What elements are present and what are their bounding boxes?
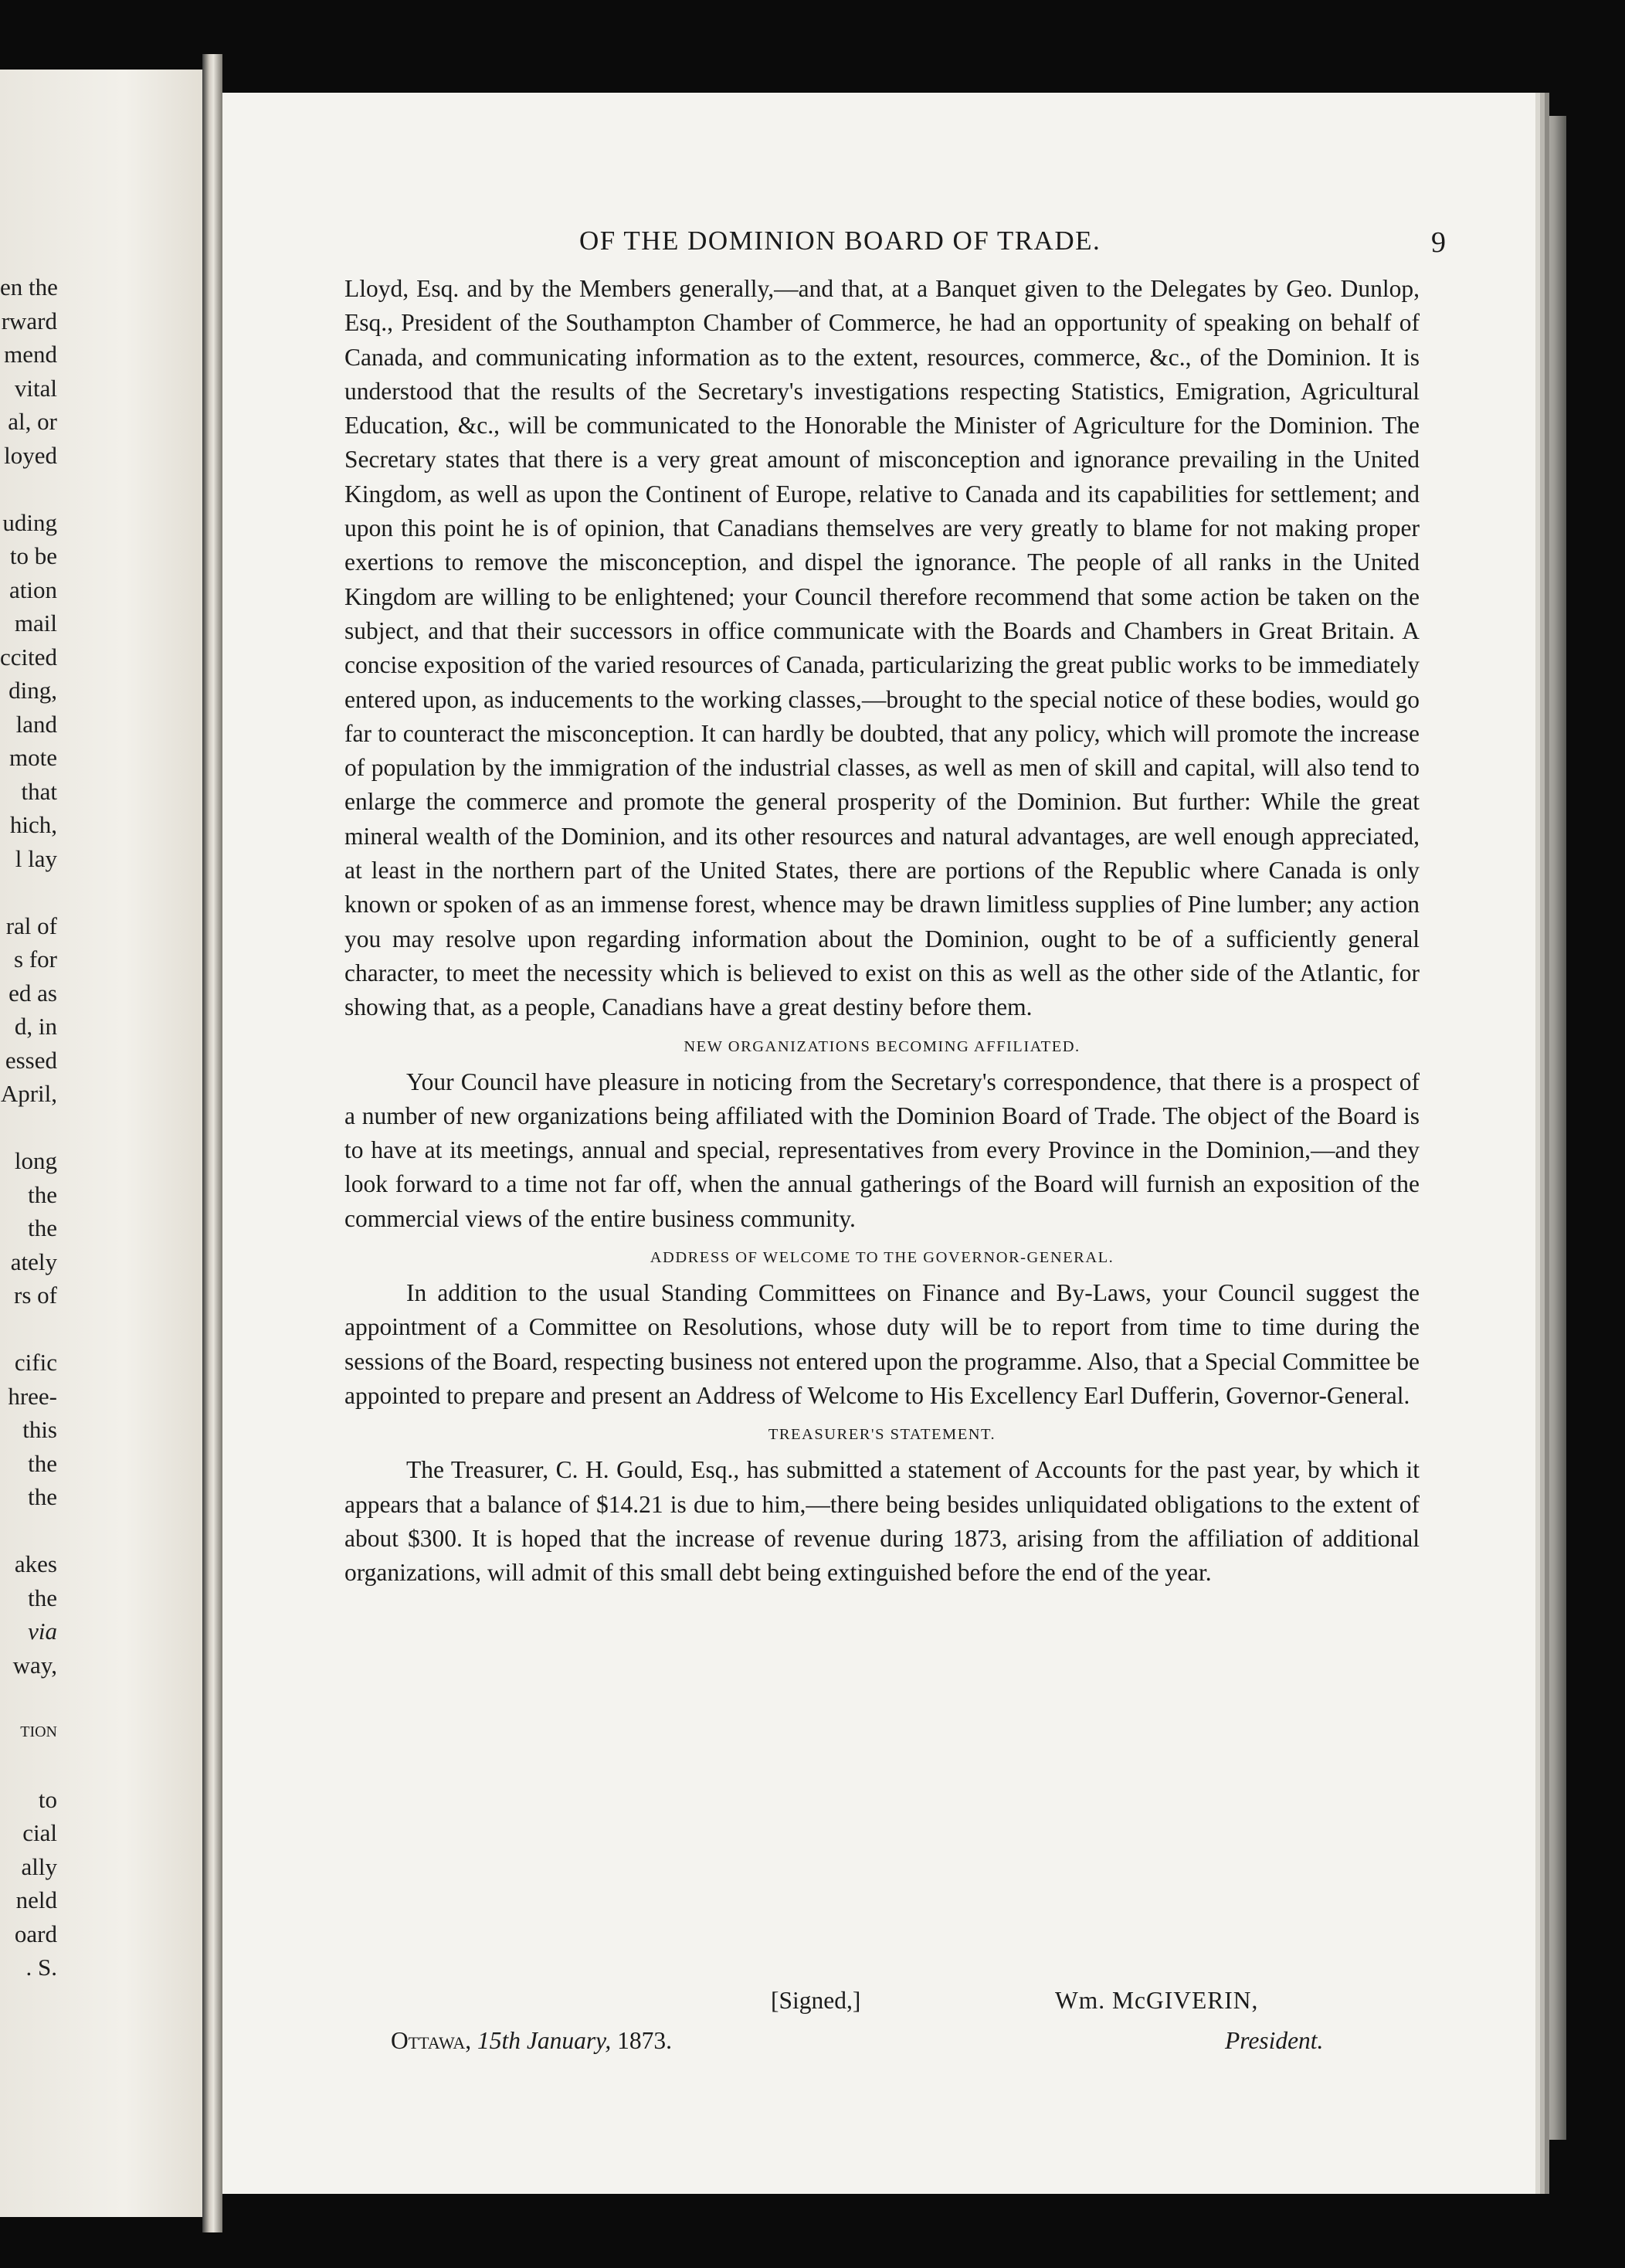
facing-page-fragment: that xyxy=(21,777,57,805)
facing-page-fragment: loyed xyxy=(4,441,57,469)
page-edges xyxy=(1535,116,1566,2140)
facing-page-fragment xyxy=(0,1682,57,1716)
facing-page-fragments xyxy=(0,270,62,1984)
facing-page-fragment: rward xyxy=(1,307,57,334)
facing-page-fragment: al, or xyxy=(8,408,57,435)
place-city: Ottawa, xyxy=(391,2027,472,2054)
facing-page-fragment: ccited xyxy=(0,643,58,671)
facing-page-fragment xyxy=(0,875,57,909)
heading-treasurer-statement: TREASURER'S STATEMENT. xyxy=(768,1426,996,1444)
facing-page-fragment: to xyxy=(38,1785,57,1813)
signature-block xyxy=(344,1987,1420,2072)
facing-page-fragment: ral of xyxy=(5,912,57,939)
facing-page-fragment: ation xyxy=(9,575,57,603)
facing-page-fragment: mote xyxy=(9,744,57,771)
paragraph-treasurer-statement: The Treasurer, C. H. Gould, Esq., has submitted a statement of Accounts for the past year, by which it appears that a balance of $14.21 is due to him,—there being besides unliquidated obligations to the extent of about $300. It is hoped that the increase of revenue during 1873, arising from the affiliation of additional organizations, will admit of this small debt being extinguished before the end of the year. xyxy=(344,1456,1420,1587)
place-and-date xyxy=(391,2027,672,2055)
facing-page-fragment: April, xyxy=(0,1080,57,1107)
facing-page-fragment: way, xyxy=(12,1651,57,1679)
page-body xyxy=(344,272,1420,1590)
heading-address-of-welcome: ADDRESS OF WELCOME TO THE GOVERNOR-GENERAL. xyxy=(650,1249,1114,1267)
signer-role: President. xyxy=(1225,2027,1324,2054)
facing-page-fragment: ed as xyxy=(8,979,57,1007)
facing-page-fragment: cific xyxy=(14,1349,57,1376)
facing-page-fragment: the xyxy=(28,1584,57,1611)
facing-page-fragment: en the xyxy=(0,273,58,300)
facing-page-fragment: vital xyxy=(14,374,57,402)
facing-page-fragment: cial xyxy=(22,1819,57,1846)
facing-page-fragment: ding, xyxy=(8,677,57,704)
facing-page-fragment: rs of xyxy=(14,1282,57,1309)
running-head: OF THE DOMINION BOARD OF TRADE. xyxy=(579,226,1101,256)
paragraph-address-of-welcome: In addition to the usual Standing Committees on Finance and By-Laws, your Council suggest the appointment of a Committee on Resolutions, whose duty will be to report from time to time during the sessions of the Board, respecting business not entered upon the programme. Also, that a Special Committee be appointed to prepare and present an Address of Welcome to His Excellency Earl Dufferin, Governor-General. xyxy=(344,1279,1420,1409)
facing-page-fragment: the xyxy=(28,1214,57,1241)
facing-page-fragment xyxy=(0,472,57,506)
paragraph-new-organizations: Your Council have pleasure in noticing from the Secretary's correspondence, that there is a prospect of a number of new organizations being affiliated with the Dominion Board of Trade. The object of the Board is to have at its meetings, annual and special, representatives from every Province in the Dominion,—and they look forward to a time not far off, when the annual gatherings of the Board will furnish an exposition of the commercial views of the entire business community. xyxy=(344,1068,1420,1232)
facing-page-fragment: uding xyxy=(2,508,57,536)
facing-page-fragment: hree- xyxy=(8,1382,57,1410)
paragraph-secretary-report: Lloyd, Esq. and by the Members generally,—and that, at a Banquet given to the Delegates by Geo. Dunlop, Esq., President of the Southampton Chamber of Commerce, he had an opportunity of speaking on behalf of Canada, and communicating information as to the extent, resources, commerce, &c., of the Dominion. It is understood that the results of the Secretary's investigations respecting Statistics, Emigration, Agricultural Education, &c., will be communicated to the Honorable the Minister of Agriculture for the Dominion. The Secretary states that there is a very great amount of misconception and ignorance prevailing in the United Kingdom, as well as upon the Continent of Europe, relative to Canada and its capabilities for settlement; and upon this point he is of opinion, that Canadians themselves are very greatly to blame for not making proper exertions to remove the misconception, and dispel the ignorance. The people of all ranks in the United Kingdom are willing to be enlightened; your Council therefore recommend that some action be taken on the subject, and that their successors in office communicate with the Boards and Chambers in Great Britain. A concise exposition of the varied resources of Canada, particularizing the great public works to be immediately entered upon, as inducements to the working classes,—brought to the special notice of these bodies, would go far to counteract the misconception. It can hardly be doubted, that any policy, which will promote the increase of population by the immigration of the industrial classes, as well as men of skill and capital, will also tend to enlarge the commerce and promote the general prosperity of the Dominion. But further: While the great mineral wealth of the Dominion, and its other resources and natural advantages, are well enough appreciated, at least in the northern part of the United States, there are portions of the Republic where Canada is only known or spoken of as an immense forest, whence may be drawn limitless supplies of Pine lumber; any action you may resolve upon regarding information about the Dominion, ought to be of a sufficiently general character, to meet the necessity which is believed to exist on this as well as the other side of the Atlantic, for showing that, as a people, Canadians have a great destiny before them. xyxy=(344,275,1420,1021)
facing-page-fragment: the xyxy=(28,1449,57,1477)
facing-page-fragment: mend xyxy=(4,341,57,368)
facing-page-fragment: to be xyxy=(9,542,57,569)
place-date: 15th January, xyxy=(477,2027,612,2054)
facing-page-fragment: long xyxy=(14,1147,57,1174)
signed-label: [Signed,] xyxy=(771,1987,861,2014)
facing-page-fragment: the xyxy=(28,1180,57,1208)
facing-page-fragment xyxy=(0,1749,57,1783)
heading-new-organizations: NEW ORGANIZATIONS BECOMING AFFILIATED. xyxy=(684,1037,1081,1055)
page-number: 9 xyxy=(1431,226,1446,259)
facing-page-fragment: via xyxy=(28,1618,57,1645)
facing-page-fragment: the xyxy=(28,1483,57,1510)
signer-name: Wm. McGIVERIN, xyxy=(1055,1987,1259,2014)
facing-page-fragment: land xyxy=(15,710,57,738)
facing-page-fragment xyxy=(0,1312,57,1346)
facing-page-fragment: ally xyxy=(21,1852,57,1880)
facing-page-fragment: s for xyxy=(14,946,57,973)
facing-page-fragment: this xyxy=(22,1416,57,1443)
facing-page-left xyxy=(0,70,209,2217)
facing-page-fragment: akes xyxy=(14,1550,57,1577)
facing-page-fragment: . S. xyxy=(25,1954,57,1981)
facing-page-fragment: TION xyxy=(20,1723,57,1740)
facing-page-fragment: mail xyxy=(14,609,57,637)
facing-page-fragment: hich, xyxy=(9,811,57,838)
facing-page-fragment xyxy=(0,1514,57,1548)
facing-page-fragment: ately xyxy=(10,1248,57,1275)
place-year: 1873. xyxy=(617,2027,672,2054)
facing-page-fragment: d, in xyxy=(14,1013,57,1040)
facing-page-fragment: l lay xyxy=(15,844,57,872)
facing-page-fragment: essed xyxy=(5,1046,57,1074)
facing-page-fragment xyxy=(0,1111,57,1145)
facing-page-fragment: oard xyxy=(14,1920,57,1947)
book-gutter xyxy=(202,54,222,2232)
facing-page-fragment: neld xyxy=(15,1886,57,1913)
